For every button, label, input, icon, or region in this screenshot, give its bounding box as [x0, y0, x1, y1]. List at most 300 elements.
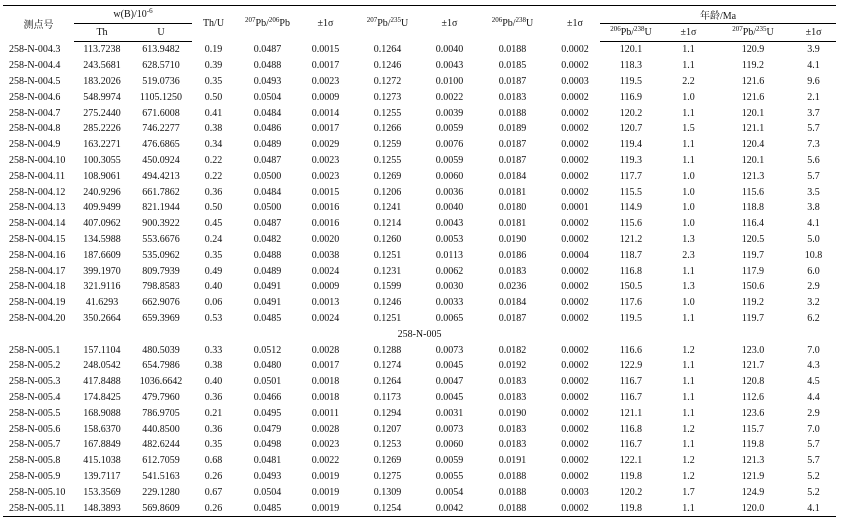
- table-cell: 1.1: [682, 360, 695, 372]
- table-cell: 1.1: [682, 376, 695, 388]
- table-cell: 157.1104: [83, 344, 121, 356]
- table-cell: 5.6: [807, 154, 820, 166]
- table-cell: 0.1264: [373, 376, 402, 388]
- table-cell: 0.40: [204, 281, 223, 293]
- table-cell: 0.0002: [561, 376, 589, 388]
- table-cell: 119.2: [741, 60, 765, 72]
- table-cell: 0.0022: [311, 455, 340, 467]
- cell-point-id: 258-N-004.5: [9, 75, 61, 87]
- table-cell: 108.9061: [83, 170, 121, 182]
- table-cell: 0.0031: [435, 407, 464, 419]
- table-cell: 0.1207: [373, 423, 402, 435]
- table-cell: 0.0113: [435, 249, 464, 261]
- table-cell: 4.3: [807, 360, 820, 372]
- table-cell: 1.0: [682, 202, 695, 214]
- table-cell: 628.5710: [142, 60, 180, 72]
- table-cell: 1.3: [682, 281, 695, 293]
- table-cell: 0.0184: [498, 170, 527, 182]
- header-th: Th: [74, 24, 130, 42]
- table-cell: 1.1: [682, 60, 695, 72]
- table-cell: 4.5: [807, 376, 820, 388]
- table-cell: 4.4: [807, 391, 820, 403]
- table-cell: 115.6: [741, 186, 765, 198]
- table-cell: 0.0028: [311, 344, 340, 356]
- table-cell: 150.6: [741, 281, 765, 293]
- table-cell: 553.6676: [142, 233, 180, 245]
- table-cell: 119.8: [741, 439, 765, 451]
- header-err-5: ±1σ: [791, 24, 836, 42]
- table-cell: 6.2: [807, 312, 820, 324]
- table-cell: 0.53: [204, 312, 223, 324]
- table-cell: 116.7: [619, 376, 643, 388]
- table-cell: 0.0185: [498, 60, 527, 72]
- table-cell: 119.7: [741, 249, 765, 261]
- table-cell: 120.4: [741, 139, 765, 151]
- table-cell: 0.0188: [498, 107, 527, 119]
- table-cell: 0.0030: [435, 281, 464, 293]
- table-cell: 0.0183: [498, 391, 527, 403]
- table-cell: 0.0017: [311, 360, 340, 372]
- table-cell: 0.0491: [253, 281, 282, 293]
- table-cell: 0.06: [204, 297, 223, 309]
- table-cell: 0.0002: [561, 91, 589, 103]
- table-cell: 1.0: [682, 218, 695, 230]
- table-cell: 1.0: [682, 186, 695, 198]
- table-cell: 0.0488: [253, 249, 282, 261]
- table-cell: 0.0004: [561, 249, 589, 261]
- table-row: [3, 137, 836, 153]
- section-divider: [3, 326, 836, 342]
- table-row: [3, 105, 836, 121]
- table-row: [3, 200, 836, 216]
- table-cell: 0.1173: [373, 391, 402, 403]
- table-cell: 0.0002: [561, 407, 589, 419]
- table-cell: 0.0484: [253, 107, 282, 119]
- cell-point-id: 258-N-005.5: [9, 407, 61, 419]
- table-cell: 0.1288: [373, 344, 402, 356]
- table-cell: 479.7960: [142, 391, 180, 403]
- table-cell: 117.7: [619, 170, 643, 182]
- table-cell: 0.0019: [311, 486, 340, 498]
- table-cell: 4.1: [791, 500, 836, 516]
- table-cell: 174.8425: [83, 391, 121, 403]
- table-row: [3, 58, 836, 74]
- table-cell: 0.0187: [498, 154, 527, 166]
- table-cell: 0.34: [204, 139, 223, 151]
- table-cell: 0.0060: [435, 439, 464, 451]
- table-cell: 116.4: [741, 218, 765, 230]
- table-cell: 0.0501: [253, 376, 282, 388]
- table-cell: 0.1251: [373, 312, 402, 324]
- cell-point-id: 258-N-004.9: [9, 139, 61, 151]
- table-cell: 0.0002: [561, 297, 589, 309]
- table-cell: 0.0482: [253, 233, 282, 245]
- table-cell: 0.0022: [435, 91, 464, 103]
- header-err-1: ±1σ: [300, 6, 351, 42]
- table-cell: 134.5988: [83, 233, 121, 245]
- table-cell: 0.0183: [498, 91, 527, 103]
- table-body-005: [3, 342, 836, 516]
- table-cell: 0.0002: [561, 170, 589, 182]
- table-cell: 0.0047: [435, 376, 464, 388]
- table-cell: 0.0466: [253, 391, 282, 403]
- table-cell: 122.9: [619, 360, 643, 372]
- table-cell: 569.8609: [130, 500, 192, 516]
- table-cell: 120.8: [741, 376, 765, 388]
- table-cell: 417.8488: [83, 376, 121, 388]
- cell-point-id: 258-N-004.10: [9, 154, 66, 166]
- table-row: [3, 184, 836, 200]
- table-cell: 0.0100: [435, 75, 464, 87]
- table-cell: 0.50: [204, 91, 223, 103]
- table-row: [3, 437, 836, 453]
- table-cell: 9.6: [807, 75, 820, 87]
- table-cell: 0.0188: [498, 44, 527, 56]
- header-err-2: ±1σ: [424, 6, 475, 42]
- cell-point-id: 258-N-004.13: [9, 202, 66, 214]
- table-cell: 0.19: [204, 44, 223, 56]
- table-cell: 0.1275: [373, 470, 402, 482]
- table-cell: 0.21: [204, 407, 223, 419]
- table-cell: 0.0053: [435, 233, 464, 245]
- table-cell: 1.5: [682, 123, 695, 135]
- table-cell: 0.38: [204, 360, 223, 372]
- table-cell: 116.7: [619, 391, 643, 403]
- cell-point-id: 258-N-004.11: [9, 170, 66, 182]
- table-cell: 1.0: [682, 297, 695, 309]
- table-cell: 0.0187: [498, 139, 527, 151]
- table-cell: 187.6609: [83, 249, 121, 261]
- table-cell: 1.7: [682, 486, 695, 498]
- table-cell: 2.3: [682, 249, 695, 261]
- table-cell: 1.1: [682, 439, 695, 451]
- table-cell: 0.0002: [561, 439, 589, 451]
- table-cell: 0.0500: [253, 202, 282, 214]
- table-cell: 0.1269: [373, 170, 402, 182]
- table-cell: 0.0002: [561, 139, 589, 151]
- table-cell: 0.35: [204, 249, 223, 261]
- table-cell: 0.0184: [498, 297, 527, 309]
- table-cell: 809.7939: [142, 265, 180, 277]
- cell-point-id: 258-N-004.3: [9, 44, 61, 56]
- table-cell: 0.22: [204, 170, 223, 182]
- table-cell: 409.9499: [83, 202, 121, 214]
- cell-point-id: 258-N-004.15: [9, 233, 66, 245]
- table-cell: 0.1251: [373, 249, 402, 261]
- table-cell: 0.0002: [561, 60, 589, 72]
- header-err-3: ±1σ: [550, 6, 600, 42]
- header-pb207-pb206: $^{207}$Pb/$^{206}$Pb: [235, 6, 300, 42]
- table-cell: 0.0015: [311, 186, 340, 198]
- table-cell: 0.0002: [561, 44, 589, 56]
- table-cell: 0.40: [204, 376, 223, 388]
- table-cell: 0.0183: [498, 265, 527, 277]
- table-cell: 613.9482: [142, 44, 180, 56]
- table-cell: 1.1: [682, 391, 695, 403]
- table-cell: 148.3893: [74, 500, 130, 516]
- table-cell: 0.0018: [311, 376, 340, 388]
- table-cell: 120.5: [741, 233, 765, 245]
- table-cell: 0.0018: [311, 391, 340, 403]
- table-cell: 121.3: [741, 455, 765, 467]
- table-row: [3, 390, 836, 406]
- table-cell: 0.0488: [253, 60, 282, 72]
- cell-point-id: 258-N-004.16: [9, 249, 66, 261]
- header-age-pb206-u238: $^{206}$Pb/$^{238}$U: [600, 24, 662, 42]
- table-cell: 0.0002: [561, 312, 589, 324]
- table-row: [3, 89, 836, 105]
- table-cell: 0.1599: [373, 281, 402, 293]
- table-cell: 0.0187: [498, 75, 527, 87]
- table-cell: 121.1: [619, 407, 643, 419]
- table-cell: 0.0188: [498, 470, 527, 482]
- table-cell: 1.2: [682, 455, 695, 467]
- table-cell: 0.0023: [311, 170, 340, 182]
- table-cell: 0.0011: [311, 407, 340, 419]
- table-cell: 0.0183: [498, 423, 527, 435]
- table-cell: 0.0042: [424, 500, 475, 516]
- table-cell: 0.0487: [253, 218, 282, 230]
- table-cell: 0.38: [204, 123, 223, 135]
- table-cell: 116.8: [619, 423, 643, 435]
- table-cell: 1.2: [682, 423, 695, 435]
- table-cell: 119.7: [741, 312, 765, 324]
- table-cell: 0.33: [204, 344, 223, 356]
- table-row: [3, 295, 836, 311]
- table-cell: 0.0192: [498, 360, 527, 372]
- table-cell: 0.1273: [373, 91, 402, 103]
- table-cell: 0.0059: [435, 123, 464, 135]
- table-cell: 0.0479: [253, 423, 282, 435]
- table-cell: 0.0480: [253, 360, 282, 372]
- table-cell: 0.0028: [311, 423, 340, 435]
- table-cell: 0.0495: [253, 407, 282, 419]
- table-cell: 7.0: [807, 344, 820, 356]
- table-cell: 115.7: [741, 423, 765, 435]
- table-cell: 5.7: [807, 170, 820, 182]
- table-cell: 1.1: [682, 265, 695, 277]
- table-cell: 116.7: [619, 439, 643, 451]
- table-cell: 119.3: [619, 154, 643, 166]
- table-cell: 0.0002: [561, 107, 589, 119]
- table-cell: 0.0054: [435, 486, 464, 498]
- table-cell: 612.7059: [142, 455, 180, 467]
- table-cell: 0.0017: [311, 123, 340, 135]
- cell-point-id: 258-N-005.3: [9, 376, 61, 388]
- table-cell: 5.7: [807, 439, 820, 451]
- table-cell: 3.7: [807, 107, 820, 119]
- table-cell: 0.0190: [498, 407, 527, 419]
- table-row: [3, 453, 836, 469]
- table-cell: 0.0190: [498, 233, 527, 245]
- header-point-id: 测点号: [3, 6, 74, 42]
- table-cell: 0.0002: [561, 218, 589, 230]
- table-row: [3, 484, 836, 500]
- table-cell: 0.0487: [253, 44, 282, 56]
- table-cell: 121.6: [741, 75, 765, 87]
- cell-point-id: 258-N-004.6: [9, 91, 61, 103]
- table-cell: 0.0002: [550, 500, 600, 516]
- table-cell: 0.0073: [435, 344, 464, 356]
- table-cell: 0.26: [204, 470, 223, 482]
- table-cell: 0.0059: [435, 455, 464, 467]
- table-cell: 662.9076: [142, 297, 180, 309]
- table-cell: 321.9116: [83, 281, 121, 293]
- table-cell: 41.6293: [85, 297, 119, 309]
- table-row: [3, 232, 836, 248]
- table-cell: 0.0033: [435, 297, 464, 309]
- table-cell: 0.0489: [253, 265, 282, 277]
- table-cell: 240.9296: [83, 186, 121, 198]
- table-row: [3, 168, 836, 184]
- table-cell: 0.36: [204, 423, 223, 435]
- table-cell: 476.6865: [142, 139, 180, 151]
- table-row: [3, 358, 836, 374]
- table-cell: 3.8: [807, 202, 820, 214]
- table-cell: 0.1264: [373, 44, 402, 56]
- table-cell: 399.1970: [83, 265, 121, 277]
- table-cell: 112.6: [741, 391, 765, 403]
- table-cell: 0.0489: [253, 139, 282, 151]
- cell-point-id: 258-N-004.18: [9, 281, 66, 293]
- header-age: 年龄/Ma: [600, 6, 836, 24]
- table-cell: 119.8: [600, 500, 662, 516]
- table-cell: 0.0001: [561, 202, 589, 214]
- table-cell: 116.8: [619, 265, 643, 277]
- table-cell: 120.1: [619, 44, 643, 56]
- table-cell: 120.1: [741, 107, 765, 119]
- table-cell: 0.0191: [498, 455, 527, 467]
- table-cell: 821.1944: [142, 202, 180, 214]
- table-cell: 1.1: [682, 44, 695, 56]
- cell-point-id: 258-N-004.20: [9, 312, 66, 324]
- table-cell: 654.7986: [142, 360, 180, 372]
- table-row: [3, 263, 836, 279]
- table-cell: 0.0017: [311, 60, 340, 72]
- table-cell: 0.1241: [373, 202, 402, 214]
- table-cell: 0.35: [204, 439, 223, 451]
- table-cell: 168.9088: [83, 407, 121, 419]
- table-cell: 0.1255: [373, 154, 402, 166]
- table-cell: 0.26: [192, 500, 235, 516]
- cell-point-id: 258-N-005.9: [9, 470, 61, 482]
- table-cell: 1.1: [682, 154, 695, 166]
- table-cell: 0.0009: [311, 91, 340, 103]
- table-cell: 440.8500: [142, 423, 180, 435]
- table-cell: 0.0014: [311, 107, 340, 119]
- table-cell: 0.0183: [498, 376, 527, 388]
- table-cell: 0.0182: [498, 344, 527, 356]
- table-cell: 0.0002: [561, 391, 589, 403]
- cell-point-id: 258-N-005.2: [9, 360, 61, 372]
- table-cell: 121.9: [741, 470, 765, 482]
- table-cell: 118.3: [619, 60, 643, 72]
- table-cell: 113.7238: [83, 44, 121, 56]
- table-cell: 120.0: [715, 500, 791, 516]
- table-row: [3, 74, 836, 90]
- table-cell: 248.0542: [83, 360, 121, 372]
- table-cell: 121.2: [619, 233, 643, 245]
- table-cell: 0.1274: [373, 360, 402, 372]
- table-cell: 0.0043: [435, 60, 464, 72]
- table-cell: 0.1246: [373, 297, 402, 309]
- table-row: [3, 216, 836, 232]
- table-cell: 450.0924: [142, 154, 180, 166]
- table-cell: 150.5: [619, 281, 643, 293]
- table-cell: 0.0003: [561, 486, 589, 498]
- table-cell: 5.2: [807, 486, 820, 498]
- table-row: [3, 279, 836, 295]
- table-cell: 5.7: [807, 455, 820, 467]
- table-cell: 0.0020: [311, 233, 340, 245]
- table-cell: 0.0059: [435, 154, 464, 166]
- table-cell: 5.7: [807, 123, 820, 135]
- table-cell: 2.1: [807, 91, 820, 103]
- table-cell: 1.1: [682, 139, 695, 151]
- table-cell: 118.8: [741, 202, 765, 214]
- table-cell: 121.1: [741, 123, 765, 135]
- cell-point-id: 258-N-005.8: [9, 455, 61, 467]
- table-cell: 0.0493: [253, 470, 282, 482]
- table-cell: 0.0045: [435, 391, 464, 403]
- table-cell: 661.7862: [142, 186, 180, 198]
- table-row: [3, 42, 836, 58]
- table-cell: 671.6008: [142, 107, 180, 119]
- table-cell: 0.0187: [498, 312, 527, 324]
- table-cell: 0.0189: [498, 123, 527, 135]
- table-cell: 6.0: [807, 265, 820, 277]
- table-cell: 535.0962: [142, 249, 180, 261]
- table-cell: 115.6: [619, 218, 643, 230]
- table-cell: 0.0040: [435, 202, 464, 214]
- table-cell: 0.39: [204, 60, 223, 72]
- cell-point-id: 258-N-004.12: [9, 186, 66, 198]
- table-cell: 0.45: [204, 218, 223, 230]
- table-cell: 0.0038: [311, 249, 340, 261]
- table-cell: 7.0: [807, 423, 820, 435]
- header-thu: Th/U: [192, 6, 235, 42]
- table-cell: 0.1266: [373, 123, 402, 135]
- header-pb206-u238: $^{206}$Pb/$^{238}$U: [475, 6, 550, 42]
- table-cell: 0.50: [204, 202, 223, 214]
- table-cell: 0.0023: [311, 75, 340, 87]
- cell-point-id: 258-N-004.14: [9, 218, 66, 230]
- table-cell: 119.4: [619, 139, 643, 151]
- table-cell: 900.3922: [142, 218, 180, 230]
- table-cell: 0.0500: [253, 170, 282, 182]
- table-cell: 0.0016: [311, 202, 340, 214]
- table-cell: 0.49: [204, 265, 223, 277]
- cell-point-id: 258-N-005.4: [9, 391, 61, 403]
- table-cell: 1.1: [682, 107, 695, 119]
- table-cell: 798.8583: [142, 281, 180, 293]
- table-cell: 1.0: [682, 91, 695, 103]
- table-cell: 0.0040: [435, 44, 464, 56]
- header-age-pb207-u235: $^{207}$Pb/$^{235}$U: [715, 24, 791, 42]
- table-row: [3, 311, 836, 327]
- table-cell: 0.0481: [253, 455, 282, 467]
- table-body-004: [3, 42, 836, 327]
- table-cell: 0.0504: [253, 91, 282, 103]
- table-cell: 1.1: [682, 312, 695, 324]
- table-cell: 0.0016: [311, 218, 340, 230]
- table-cell: 746.2277: [142, 123, 180, 135]
- table-cell: 0.0023: [311, 439, 340, 451]
- table-cell: 0.0188: [498, 486, 527, 498]
- table-cell: 0.0019: [311, 470, 340, 482]
- table-cell: 0.0002: [561, 123, 589, 135]
- table-cell: 0.0002: [561, 154, 589, 166]
